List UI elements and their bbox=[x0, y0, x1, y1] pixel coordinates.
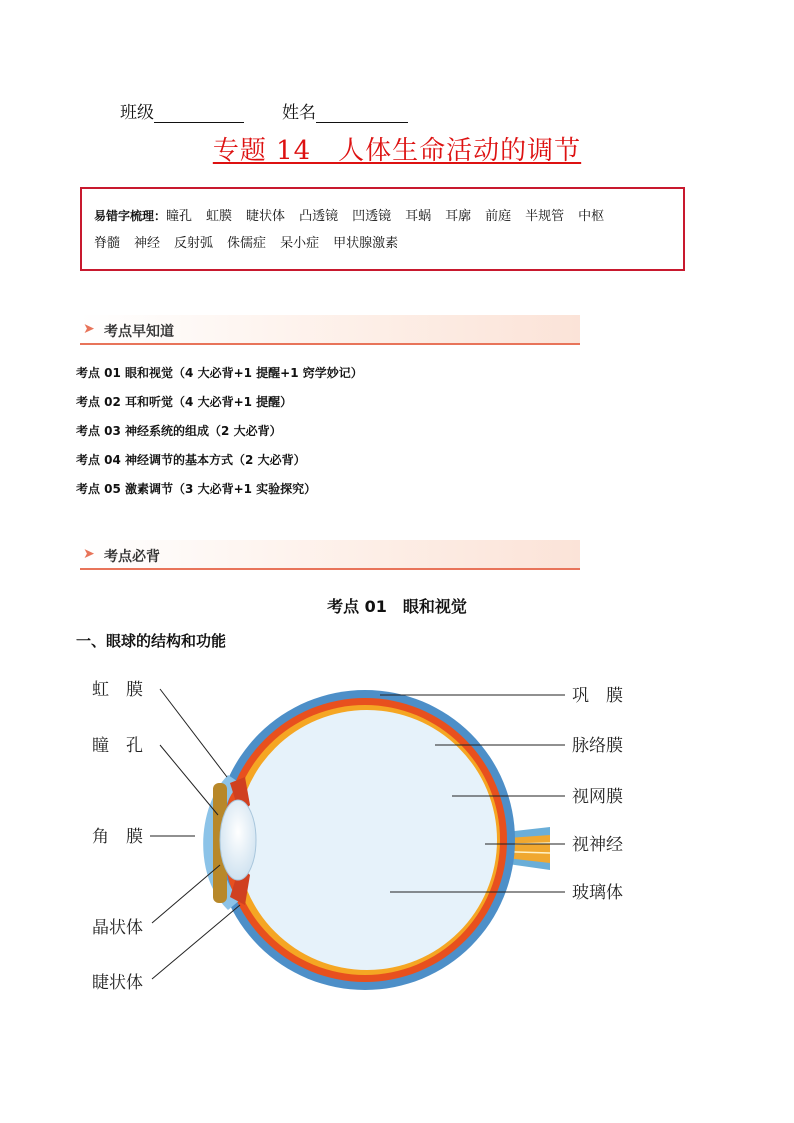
name-blank[interactable] bbox=[316, 106, 408, 123]
label-optic-nerve: 视神经 bbox=[572, 835, 623, 855]
arrow-icon: ➤ bbox=[83, 321, 95, 337]
eye-diagram bbox=[80, 665, 660, 1005]
section-bar-must-know bbox=[80, 540, 580, 570]
point-item: 考点 02 耳和听觉（4 大必背+1 提醒） bbox=[76, 395, 293, 409]
keyword: 神经 bbox=[134, 236, 161, 251]
leader-line bbox=[160, 689, 227, 777]
class-label: 班级 bbox=[120, 103, 154, 123]
point-item: 考点 03 神经系统的组成（2 大必背） bbox=[76, 424, 282, 438]
keyword: 耳廓 bbox=[445, 209, 472, 224]
point-item: 考点 04 神经调节的基本方式（2 大必背） bbox=[76, 453, 306, 467]
keyword: 脊髓 bbox=[94, 236, 121, 251]
label-ciliary-body: 睫状体 bbox=[92, 973, 143, 993]
header-line bbox=[120, 98, 446, 123]
keyword: 呆小症 bbox=[280, 236, 320, 251]
page-title: 专题 14 人体生命活动的调节 bbox=[212, 136, 582, 166]
keyword: 虹膜 bbox=[206, 209, 233, 224]
topic-heading: 考点 01 眼和视觉 bbox=[327, 597, 467, 616]
keywords-box bbox=[80, 187, 685, 271]
leader-line bbox=[152, 905, 240, 979]
point-item: 考点 01 眼和视觉（4 大必背+1 提醒+1 窍学妙记） bbox=[76, 366, 363, 380]
arrow-icon: ➤ bbox=[83, 546, 95, 562]
leader-line bbox=[152, 865, 220, 923]
label-pupil: 瞳 孔 bbox=[92, 736, 143, 756]
keyword: 反射弧 bbox=[174, 236, 214, 251]
keyword: 甲状腺激素 bbox=[333, 236, 399, 251]
keyword: 半规管 bbox=[525, 209, 565, 224]
keyword: 瞳孔 bbox=[166, 209, 193, 224]
keyword: 凹透镜 bbox=[352, 209, 392, 224]
point-item: 考点 05 激素调节（3 大必背+1 实验探究） bbox=[76, 482, 317, 496]
lens bbox=[220, 800, 256, 880]
name-label: 姓名 bbox=[282, 103, 316, 123]
label-lens: 晶状体 bbox=[92, 918, 143, 938]
label-choroid: 脉络膜 bbox=[572, 736, 623, 756]
class-blank[interactable] bbox=[154, 106, 244, 123]
keyword: 耳蜗 bbox=[405, 209, 432, 224]
sub-heading: 一、眼球的结构和功能 bbox=[76, 632, 227, 650]
label-vitreous: 玻璃体 bbox=[572, 883, 623, 903]
keywords-line-2 bbox=[94, 230, 673, 257]
label-iris: 虹 膜 bbox=[92, 680, 143, 700]
keywords-label: 易错字梳理： bbox=[94, 209, 167, 223]
keywords-line-1 bbox=[94, 203, 673, 230]
label-cornea: 角 膜 bbox=[92, 827, 143, 847]
leader-line bbox=[160, 745, 218, 815]
section-title: 考点必背 bbox=[104, 549, 160, 565]
label-retina: 视网膜 bbox=[572, 787, 623, 807]
section-title: 考点早知道 bbox=[104, 324, 174, 340]
keyword: 中枢 bbox=[578, 209, 605, 224]
label-sclera: 巩 膜 bbox=[572, 686, 623, 706]
keyword: 侏儒症 bbox=[227, 236, 267, 251]
section-bar-overview bbox=[80, 315, 580, 345]
keyword: 睫状体 bbox=[246, 209, 286, 224]
vitreous-body bbox=[237, 710, 497, 970]
keyword: 前庭 bbox=[485, 209, 512, 224]
keyword: 凸透镜 bbox=[299, 209, 339, 224]
